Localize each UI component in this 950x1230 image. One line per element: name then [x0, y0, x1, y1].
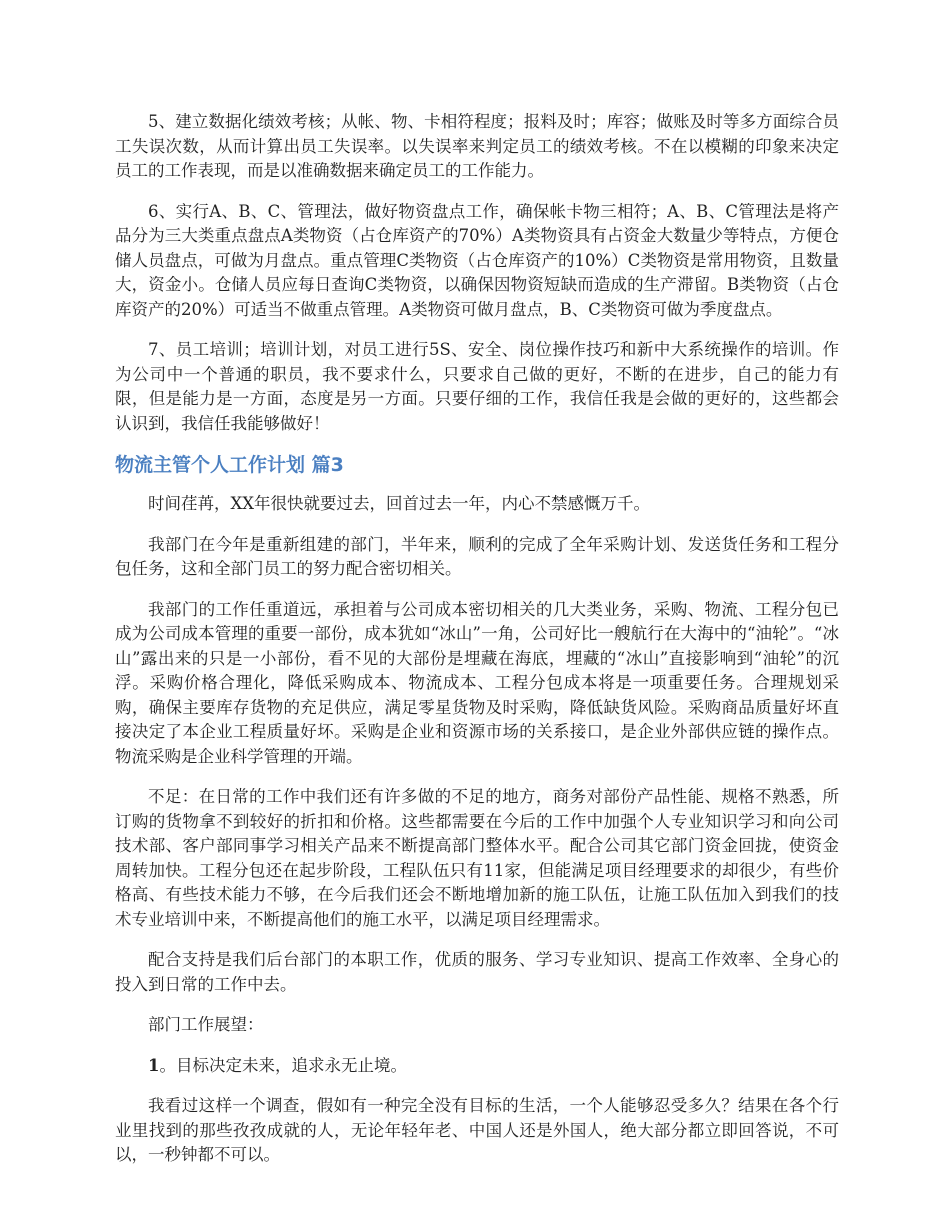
paragraph-work-scope: 我部门的工作任重道远，承担着与公司成本密切相关的几大类业务，采购、物流、工程分包已成为公司成本管理的重要一部份，成本犹如“冰山”一角，公司好比一艘航行在大海中的“油轮”。“冰山”露出来的只是一小部份，看不见的大部份是埋藏在海底，埋藏的“冰山”直接影响到“油轮”的沉浮。采购价格合理化，降低采购成本、物流成本、工程分包成本将是一项重要任务。合理规划采购，确保主要库存货物的充足供应，满足零星货物及时采购，降低缺货风险。采购商品质量好坏直接决定了本企业工程质量好坏。采购是企业和资源市场的关系接口，是企业外部供应链的操作点。物流采购是企业科学管理的开端。	[115, 599, 839, 766]
goal-text: 。目标决定未来，追求永无止境。	[159, 1055, 407, 1075]
paragraph-outlook-label: 部门工作展望：	[148, 1015, 264, 1034]
paragraph-support: 配合支持是我们后台部门的本职工作，优质的服务、学习专业知识、提高工作效率、全身心的投入到日常的工作中去。	[115, 950, 839, 994]
paragraph-item-6: 6、实行A、B、C、管理法，做好物资盘点工作，确保帐卡物三相符；A、B、C管理法是将产品分为三大类重点盘点A类物资（占仓库资产的70%）A类物资具有占资金大数量少等特点，方便仓储人员盘点，可做为月盘点。重点管理C类物资（占仓库资产的10%）C类物资是常用物资，且数量大，资金小。仓储人员应每日查询C类物资，以确保因物资短缺而造成的生产滞留。B类物资（占仓库资产的20%）可适当不做重点管理。A类物资可做月盘点，B、C类物资可做为季度盘点。	[115, 201, 839, 319]
section-heading: 物流主管个人工作计划 篇3	[115, 454, 344, 476]
paragraph-department: 我部门在今年是重新组建的部门，半年来，顺利的完成了全年采购计划、发送货任务和工程分包任务，这和全部门员工的努力配合密切相关。	[115, 534, 839, 578]
paragraph-survey: 我看过这样一个调查，假如有一种完全没有目标的生活，一个人能够忍受多久？结果在各个行业里找到的那些孜孜成就的人，无论年轻年老、中国人还是外国人，绝大部分都立即回答说，不可以，一秒钟都不可以。	[115, 1096, 839, 1164]
paragraph-item-7: 7、员工培训；培训计划，对员工进行5S、安全、岗位操作技巧和新中大系统操作的培训。作为公司中一个普通的职员，我不要求什么，只要求自己做的更好，不断的在进步，自己的能力有限，但是能力是一方面，态度是另一方面。只要仔细的工作，我信任我是会做的更好的，这些都会认识到，我信任我能够做好！	[115, 340, 839, 433]
paragraph-intro: 时间荏苒，XX年很快就要过去，回首过去一年，内心不禁感慨万千。	[148, 494, 650, 513]
goal-number: 1	[148, 1055, 160, 1075]
document-page	[115, 110, 839, 1184]
paragraph-goal	[115, 1054, 839, 1079]
paragraph-shortcomings: 不足：在日常的工作中我们还有许多做的不足的地方，商务对部份产品性能、规格不熟悉，所订购的货物拿不到较好的折扣和价格。这些都需要在今后的工作中加强个人专业知识学习和向公司技术部、客户部同事学习相关产品来不断提高部门整体水平。配合公司其它部门资金回拢，使资金周转加快。工程分包还在起步阶段，工程队伍只有11家，但能满足项目经理要求的却很少，有些价格高、有些技术能力不够，在今后我们还会不断地增加新的施工队伍，让施工队伍加入到我们的技术专业培训中来，不断提高他们的施工水平，以满足项目经理需求。	[115, 787, 839, 929]
paragraph-item-5: 5、建立数据化绩效考核；从帐、物、卡相符程度；报料及时；库容；做账及时等多方面综合员工失误次数，从而计算出员工失误率。以失误率来判定员工的绩效考核。不在以模糊的印象来决定员工的工作表现，而是以准确数据来确定员工的工作能力。	[115, 112, 839, 180]
